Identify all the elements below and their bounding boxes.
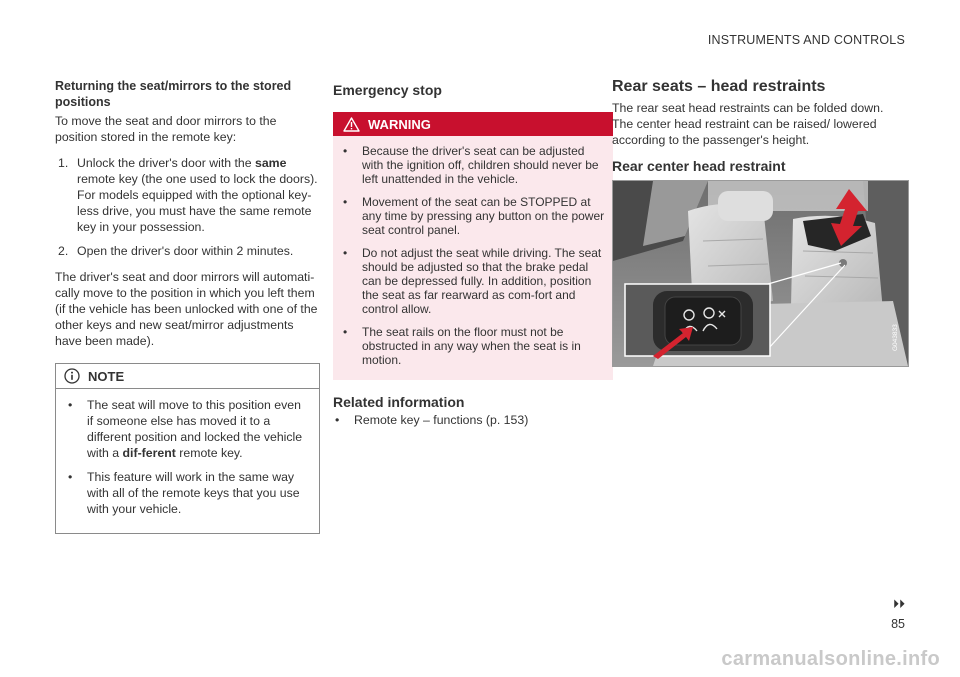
heading-line-1: Returning the seat/mirrors to the stored [55,79,292,93]
column-rear-seats [612,78,907,367]
related-list [333,412,613,428]
info-icon [64,368,80,384]
warning-list [333,144,613,367]
subheading-rear-center-head-restraint: Rear center head restraint [612,158,786,174]
warning-item [341,195,605,237]
warning-text: Because the driver's seat can be adjusted with the ignition off, children should never be left unattended in the vehicle. [362,144,599,186]
note-title: NOTE [88,368,125,384]
step-item [55,155,320,235]
section-heading-rear-seats: Rear seats – head restraints [612,78,826,95]
warning-item [341,144,605,186]
figure-code: G043833 [892,324,899,351]
warning-text: Do not adjust the seat while driving. The seat should be adjusted so that the brake pedal can be depressed fully. In addition, position the seat as far rearward as com-fort and control allow. [362,246,602,316]
heading-line-2: positions [55,95,111,109]
note-item [66,469,309,517]
rear-seats-intro: The rear seat head restraints can be folded down. The center head restraint can be raised/ lowered according to the passenger's height. [612,101,884,147]
bullet: • [343,246,348,260]
note-emphasis: dif-ferent [122,446,176,460]
section-heading-emergency-stop: Emergency stop [333,82,442,98]
bullet: • [68,470,73,484]
note-list [56,397,319,517]
watermark: carmanualsonline.info [721,648,940,670]
column-emergency-stop [333,78,613,428]
related-information-heading: Related information [333,394,465,410]
bullet: • [343,195,348,209]
warning-text: Movement of the seat can be STOPPED at any time by pressing any button on the power seat control panel. [362,195,605,237]
note-text-cont: remote key. [175,446,243,460]
bullet: • [335,413,340,427]
warning-header [333,112,613,136]
related-link-remote-key[interactable] [333,412,613,428]
auto-move-paragraph: The driver's seat and door mirrors will automati-cally move to the position in which you left them (if the vehicle has been unlocked with one of the other keys and new seat/mirror adjustments have been made). [55,270,318,348]
step-number: 2. [58,244,69,258]
page-number: 85 [891,617,905,631]
bullet: • [343,144,348,158]
steps-list [55,155,320,259]
step-text: Open the driver's door within 2 minutes. [77,244,294,258]
bullet: • [68,398,73,412]
running-header: INSTRUMENTS AND CONTROLS [707,33,905,47]
note-header [56,364,319,389]
warning-text: The seat rails on the floor must not be obstructed in any way when the seat is in motion. [362,325,581,367]
section-heading-returning [55,78,320,110]
step-item [55,243,320,259]
note-text: The seat will move to this position even if someone else has moved it to a different position and locked the vehicle with a [87,398,303,460]
step-text-cont: remote key (the one used to lock the doors). For models equipped with the optional key-less drive, you must have the same remote key in your possession. [77,172,318,234]
continued-arrows-icon: ⏵⏵ [892,597,905,611]
column-stored-positions [55,78,320,534]
head-restraint-illustration [612,180,909,367]
related-link-text[interactable]: Remote key – functions (p. 153) [354,413,529,427]
step-text: Unlock the driver's door with the [77,156,255,170]
step-number: 1. [58,156,69,170]
bullet: • [343,325,348,339]
warning-box [333,112,613,380]
step-emphasis: same [255,156,287,170]
warning-item [341,246,605,316]
note-text: This feature will work in the same way with all of the remote keys that you use with your vehicle. [87,470,300,516]
intro-paragraph: To move the seat and door mirrors to the position stored in the remote key: [55,114,277,144]
warning-title: WARNING [368,116,431,132]
warning-triangle-icon [343,117,360,132]
note-box [55,363,320,534]
note-item [66,397,309,461]
warning-item [341,325,605,367]
seat-photo [613,181,908,366]
